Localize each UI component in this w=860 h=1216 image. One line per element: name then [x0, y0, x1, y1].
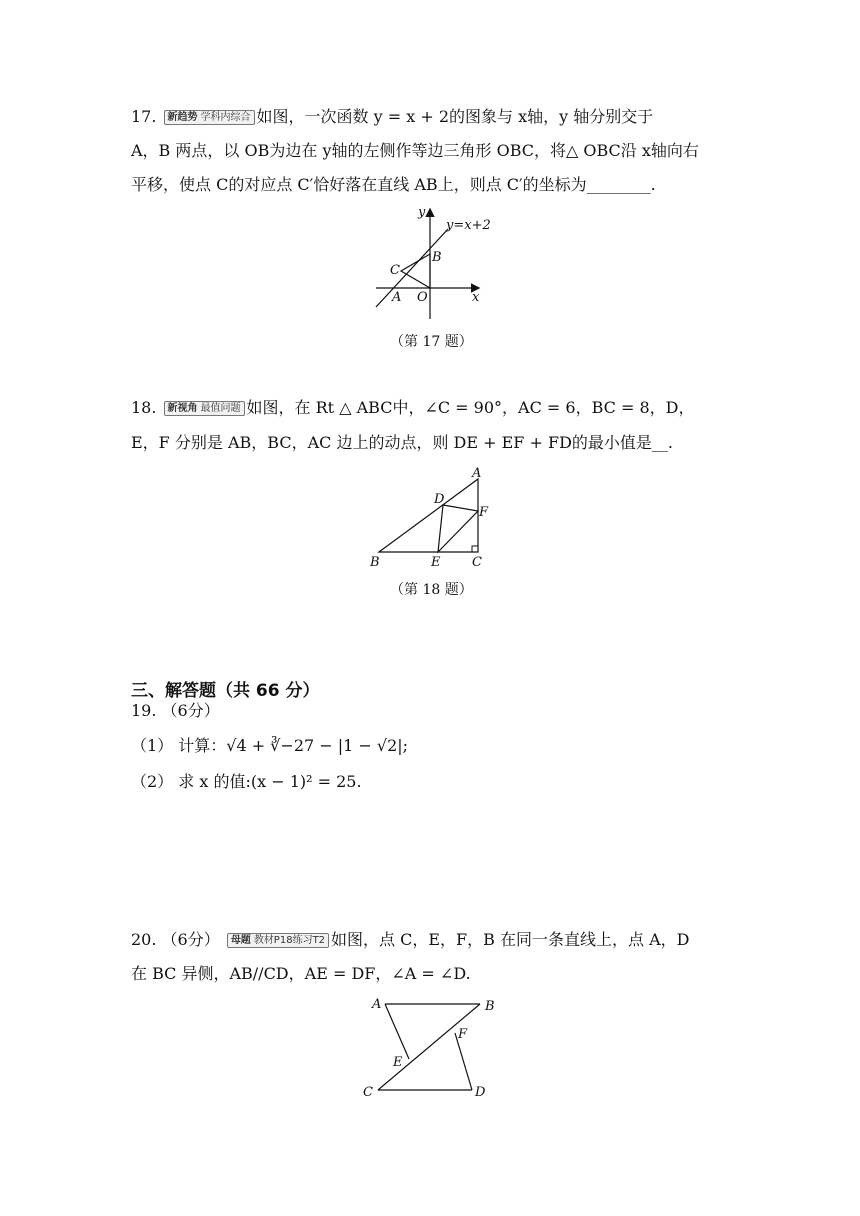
q17-label-y: y [418, 205, 426, 220]
q20-text-line1: 如图，点 C，E，F，B 在同一条直线上，点 A，D [331, 930, 690, 949]
q18-label-e: E [431, 555, 441, 570]
q17-text-line1: 如图，一次函数 y = x + 2的图象与 x轴，y 轴分别交于 [256, 107, 654, 126]
q17-line-ab [376, 229, 448, 307]
q18-badge-main: 新视角 [167, 403, 198, 414]
q18-label-d: D [434, 492, 445, 507]
q17-badge [164, 110, 255, 125]
q18-figure [365, 462, 495, 572]
q20-label-c: C [363, 1085, 373, 1100]
q18-text-line2: E，F 分别是 AB，BC，AC 边上的动点，则 DE + EF + FD的最小值是__. [131, 433, 673, 452]
q18-triangle-abc [379, 479, 478, 552]
q17-caption: （第 17 题） [390, 334, 473, 350]
q17-text-line3: 平移，使点 C的对应点 C′恰好落在直线 AB上，则点 C′的坐标为________. [131, 175, 656, 194]
q20-label-a: A [372, 997, 382, 1012]
q19-part1: （1） 计算：√4 + ∛−27 − |1 − √2|; [131, 736, 409, 755]
q17-label-b: B [432, 250, 442, 265]
q18-label-c: C [472, 555, 482, 570]
q20-figure [360, 992, 505, 1104]
q18-right-angle [472, 546, 478, 552]
q18-label-f: F [479, 505, 489, 520]
q19-header: 19. （6分） [131, 701, 220, 720]
q19-part2: （2） 求 x 的值:(x − 1)² = 25. [131, 772, 362, 791]
q18-label-b: B [370, 555, 380, 570]
q20-text-line2: 在 BC 异侧，AB//CD，AE = DF，∠A = ∠D. [131, 964, 471, 983]
q17-badge-sub: 学科内综合 [200, 112, 251, 123]
q20-segment-ae [385, 1004, 409, 1059]
q18-label-a: A [472, 466, 482, 481]
q17-label-c: C [390, 263, 400, 278]
q17-text-line2: A，B 两点，以 OB为边在 y轴的左侧作等边三角形 OBC，将△ OBC沿 x轴向右 [131, 141, 699, 160]
q18-caption: （第 18 题） [390, 582, 473, 598]
q17-eq-label: y=x+2 [446, 218, 491, 233]
q18-triangle-def [438, 505, 478, 552]
q20-number: 20. （6分） [131, 930, 220, 949]
q20-badge [227, 933, 329, 948]
q17-triangle-obc [401, 254, 430, 288]
q20-badge-main: 母题 [230, 935, 251, 946]
q20-badge-sub: 教材P18练习T2 [253, 935, 326, 946]
q20-line1 [131, 929, 689, 951]
q20-label-f: F [458, 1027, 468, 1042]
q18-badge-sub: 最值问题 [200, 403, 241, 414]
q17-line1 [131, 106, 653, 128]
q18-badge [164, 401, 245, 416]
q20-label-d: D [475, 1085, 486, 1100]
q18-line1 [131, 397, 694, 419]
q17-label-a: A [392, 290, 402, 305]
q18-number: 18. [131, 398, 157, 417]
q17-number: 17. [131, 107, 157, 126]
q17-label-x: x [472, 290, 480, 305]
q17-badge-main: 新趋势 [167, 112, 198, 123]
q18-text-line1: 如图，在 Rt △ ABC中，∠C = 90°，AC = 6，BC = 8，D， [246, 398, 695, 417]
q20-label-e: E [393, 1055, 403, 1070]
section-title: 三、解答题（共 66 分） [131, 681, 320, 701]
q17-label-o: O [417, 290, 428, 305]
q17-figure [368, 204, 493, 324]
q20-segment-cb [378, 1004, 480, 1090]
q20-label-b: B [485, 999, 495, 1014]
